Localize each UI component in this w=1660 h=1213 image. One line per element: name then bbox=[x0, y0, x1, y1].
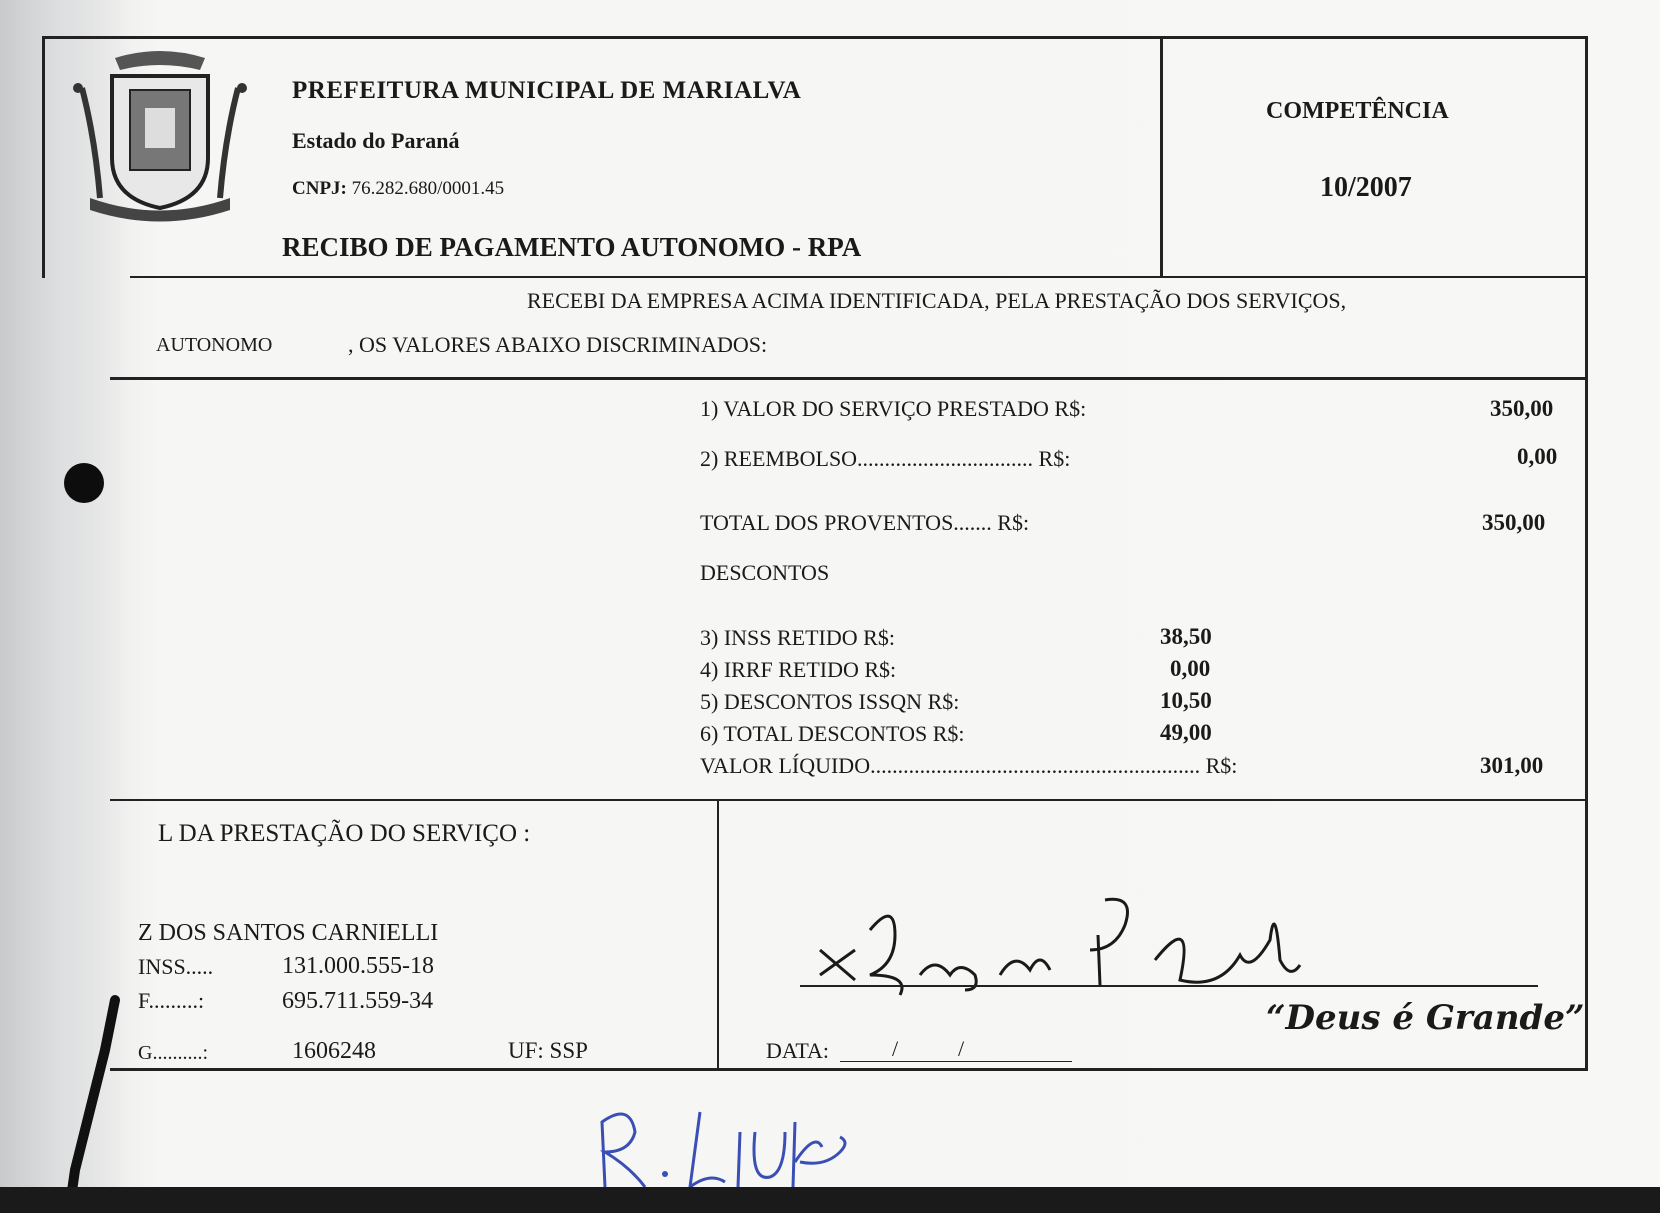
prestador-inss-label: INSS..... bbox=[138, 954, 214, 979]
frame-top-border bbox=[42, 36, 1588, 39]
irrf-label: 4) IRRF RETIDO R$: bbox=[700, 657, 897, 682]
intro-line-2: , OS VALORES ABAIXO DISCRIMINADOS: bbox=[348, 332, 768, 357]
proventos-value: 350,00 bbox=[1482, 510, 1546, 535]
ink-scribble-icon bbox=[60, 990, 130, 1210]
proventos-label: TOTAL DOS PROVENTOS....... R$: bbox=[700, 510, 1030, 535]
irrf-value: 0,00 bbox=[1170, 656, 1211, 681]
prefeitura-title: PREFEITURA MUNICIPAL DE MARIALVA bbox=[292, 77, 802, 104]
handwritten-note-icon bbox=[590, 1092, 870, 1202]
cnpj-value: 76.282.680/0001.45 bbox=[351, 178, 505, 199]
footer-column-separator bbox=[717, 799, 719, 1070]
service-type: AUTONOMO bbox=[156, 334, 273, 356]
intro-line-1: RECEBI DA EMPRESA ACIMA IDENTIFICADA, PELA PRESTAÇÃO DOS SERVIÇOS, bbox=[527, 288, 1347, 313]
cnpj-label: CNPJ: bbox=[292, 178, 347, 199]
inss-label: 3) INSS RETIDO R$: bbox=[700, 625, 895, 650]
issqn-label: 5) DESCONTOS ISSQN R$: bbox=[700, 689, 960, 714]
estado-label: Estado do Paraná bbox=[292, 128, 460, 153]
prestador-inss-value: 131.000.555-18 bbox=[282, 953, 434, 979]
frame-bottom-border bbox=[110, 1068, 1588, 1071]
header-bottom-rule bbox=[130, 276, 1588, 278]
data-label: DATA: bbox=[766, 1038, 830, 1063]
document-title: RECIBO DE PAGAMENTO AUTONOMO - RPA bbox=[282, 232, 862, 262]
servico-value: 350,00 bbox=[1490, 396, 1554, 421]
servico-label: 1) VALOR DO SERVIÇO PRESTADO R$: bbox=[700, 396, 1087, 421]
prestador-cpf-label: F.........: bbox=[138, 988, 205, 1013]
punch-hole bbox=[64, 463, 104, 503]
data-blank-line bbox=[840, 1061, 1072, 1062]
total-descontos-value: 49,00 bbox=[1160, 720, 1212, 745]
inss-value: 38,50 bbox=[1160, 624, 1212, 649]
signature-line bbox=[800, 985, 1538, 987]
issqn-value: 10,50 bbox=[1160, 688, 1212, 713]
competencia-value: 10/2007 bbox=[1320, 172, 1412, 203]
frame-right-border bbox=[1585, 36, 1588, 1070]
descontos-heading: DESCONTOS bbox=[700, 560, 830, 585]
data-slash-1: / bbox=[892, 1036, 899, 1061]
deus-e-grande-stamp: “Deus é Grande” bbox=[1266, 998, 1585, 1038]
values-bottom-rule bbox=[110, 799, 1588, 801]
reembolso-value: 0,00 bbox=[1517, 444, 1558, 469]
total-descontos-label: 6) TOTAL DESCONTOS R$: bbox=[700, 721, 965, 746]
prestador-rg-value: 1606248 bbox=[292, 1038, 376, 1064]
data-slash-2: / bbox=[958, 1036, 965, 1061]
frame-left-border bbox=[42, 36, 45, 278]
cnpj-line bbox=[292, 178, 504, 200]
competencia-label: COMPETÊNCIA bbox=[1266, 98, 1449, 124]
prestador-uf: UF: SSP bbox=[508, 1038, 588, 1063]
prestador-cpf-value: 695.711.559-34 bbox=[282, 988, 434, 1014]
prestador-nome: Z DOS SANTOS CARNIELLI bbox=[138, 920, 439, 946]
liquido-label: VALOR LÍQUIDO............................................................ R$: bbox=[700, 753, 1238, 778]
coat-of-arms-icon bbox=[70, 48, 250, 223]
prestador-rg-label: G..........: bbox=[138, 1042, 208, 1064]
liquido-value: 301,00 bbox=[1480, 753, 1544, 778]
prestador-heading: L DA PRESTAÇÃO DO SERVIÇO : bbox=[158, 820, 531, 847]
intro-bottom-rule bbox=[110, 377, 1588, 380]
reembolso-label: 2) REEMBOLSO................................ R$: bbox=[700, 446, 1071, 471]
header-separator bbox=[1160, 36, 1163, 278]
bottom-dark-edge bbox=[0, 1187, 1660, 1213]
